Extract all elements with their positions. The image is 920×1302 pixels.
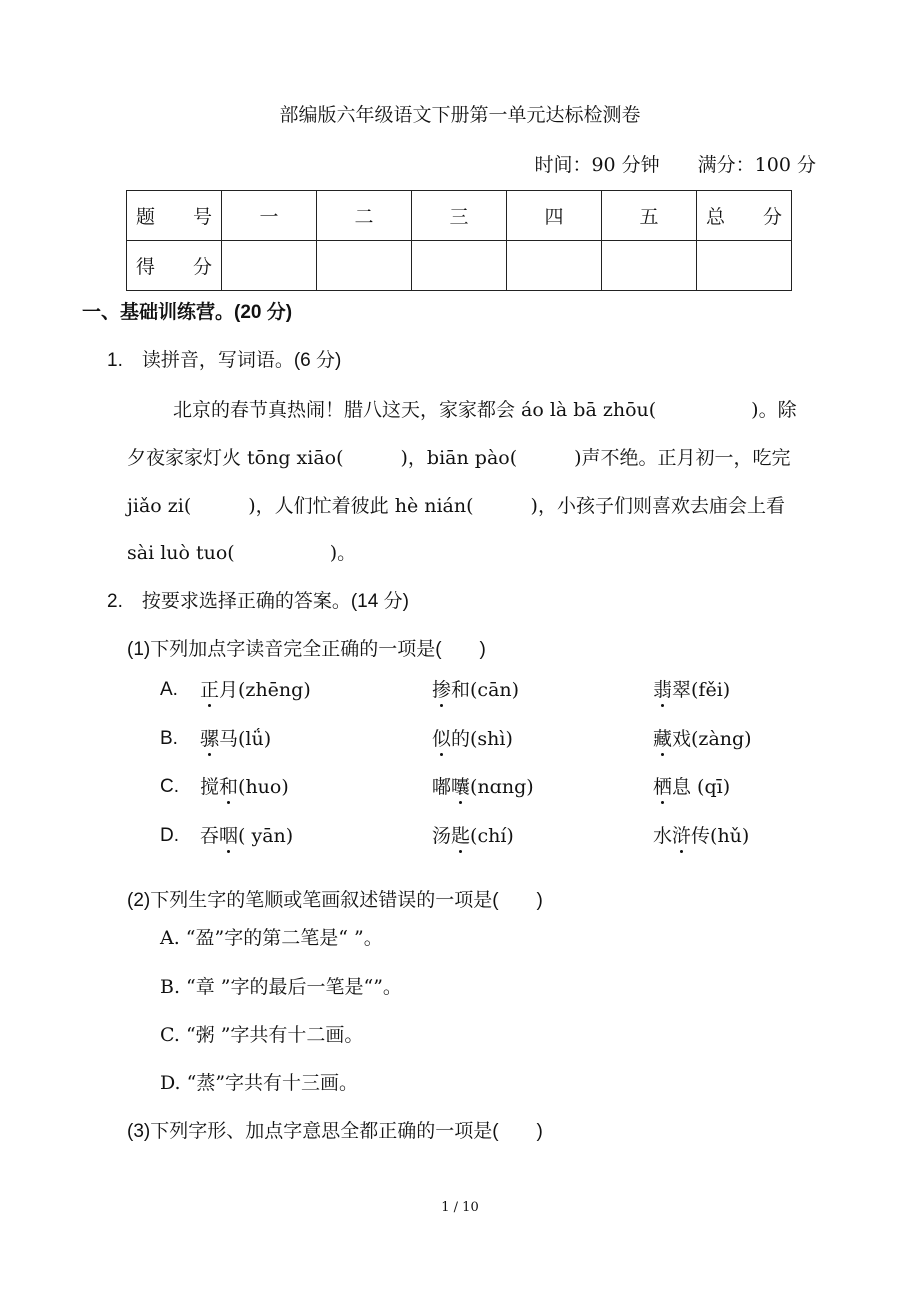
- option-word: [653, 775, 730, 799]
- option-b: B. “章 ”字的最后一笔是“”。: [160, 976, 402, 998]
- dotted-character: 翡: [653, 679, 673, 701]
- page-title: 部编版六年级语文下册第一单元达标检测卷: [279, 104, 641, 126]
- word-part: (huo): [238, 776, 289, 798]
- column-header: 总 分: [697, 191, 792, 241]
- word-part: 戏(zàng): [672, 728, 752, 750]
- dotted-character: 掺: [432, 679, 452, 701]
- row-label-question-number: 题 号: [127, 191, 222, 241]
- option-word: [432, 824, 514, 848]
- dotted-character: 匙: [451, 825, 471, 847]
- option-word: [200, 678, 311, 702]
- row-label-score: 得 分: [127, 241, 222, 291]
- option-c: C. “粥 ”字共有十二画。: [160, 1024, 364, 1046]
- score-cell: [697, 241, 792, 291]
- option-word: [653, 678, 730, 702]
- column-header: 一: [222, 191, 317, 241]
- paragraph-line: sài luò tuo( )。: [127, 542, 357, 564]
- option-word: [432, 727, 513, 751]
- option-word: [432, 678, 519, 702]
- word-part: 汤: [432, 825, 452, 847]
- question-2-label: 2. 按要求选择正确的答案。(14 分): [107, 591, 409, 612]
- column-header: 二: [317, 191, 412, 241]
- word-part: 搅: [200, 776, 220, 798]
- column-header: 四: [507, 191, 602, 241]
- question-1-label: 1. 读拼音，写词语。(6 分): [107, 350, 342, 371]
- word-part: 翠(fěi): [672, 679, 731, 701]
- dotted-character: 咽: [219, 825, 239, 847]
- option-letter: A.: [160, 679, 178, 700]
- option-letter: C.: [160, 776, 179, 797]
- option-d: D. “蒸”字共有十三画。: [160, 1072, 359, 1094]
- word-part: 传(hǔ): [691, 825, 750, 847]
- subquestion-3-label: (3)下列字形、加点字意思全都正确的一项是( ): [127, 1121, 543, 1142]
- word-part: 吞: [200, 825, 220, 847]
- dotted-character: 栖: [653, 776, 673, 798]
- score-cell: [412, 241, 507, 291]
- word-part: 马(lǘ): [219, 728, 272, 750]
- dotted-character: 似: [432, 728, 452, 750]
- option-word: [200, 824, 293, 848]
- word-part: 水: [653, 825, 673, 847]
- page-number: 1 / 10: [441, 1200, 479, 1215]
- dotted-character: 囔: [451, 776, 471, 798]
- dotted-character: 正: [200, 679, 220, 701]
- option-letter: B.: [160, 728, 178, 749]
- paragraph-line: jiǎo zi( )，人们忙着彼此 hè nián( )，小孩子们则喜欢去庙会上看: [127, 495, 785, 517]
- dotted-character: 骡: [200, 728, 220, 750]
- option-word: [200, 775, 289, 799]
- subquestion-2-label: (2)下列生字的笔顺或笔画叙述错误的一项是( ): [127, 890, 543, 911]
- word-part: (chí): [470, 825, 514, 847]
- word-part: (nɑng): [470, 776, 534, 798]
- option-a: A. “盈”字的第二笔是“ ”。: [160, 927, 383, 949]
- dotted-character: 浒: [672, 825, 692, 847]
- paragraph-line: 北京的春节真热闹！腊八这天，家家都会 áo là bā zhōu( )。除: [173, 399, 797, 421]
- score-cell: [317, 241, 412, 291]
- option-word: [432, 775, 534, 799]
- score-cell: [507, 241, 602, 291]
- word-part: 月(zhēng): [219, 679, 311, 701]
- option-word: [200, 727, 271, 751]
- score-cell: [222, 241, 317, 291]
- score-table: [126, 190, 792, 291]
- option-word: [653, 824, 749, 848]
- column-header: 三: [412, 191, 507, 241]
- dotted-character: 和: [219, 776, 239, 798]
- column-header: 五: [602, 191, 697, 241]
- dotted-character: 藏: [653, 728, 673, 750]
- section-heading: 一、基础训练营。(20 分): [82, 302, 293, 323]
- option-letter: D.: [160, 825, 179, 846]
- paragraph-line: 夕夜家家灯火 tōng xiāo( )，biān pào( )声不绝。正月初一，吃完: [127, 447, 791, 469]
- option-word: [653, 727, 752, 751]
- word-part: 息 (qī): [672, 776, 731, 798]
- word-part: ( yān): [238, 825, 294, 847]
- time-info: 时间：90 分钟 满分：100 分: [534, 154, 816, 176]
- score-cell: [602, 241, 697, 291]
- word-part: 的(shì): [451, 728, 513, 750]
- subquestion-1-label: (1)下列加点字读音完全正确的一项是( ): [127, 639, 486, 660]
- word-part: 和(cān): [451, 679, 520, 701]
- word-part: 嘟: [432, 776, 452, 798]
